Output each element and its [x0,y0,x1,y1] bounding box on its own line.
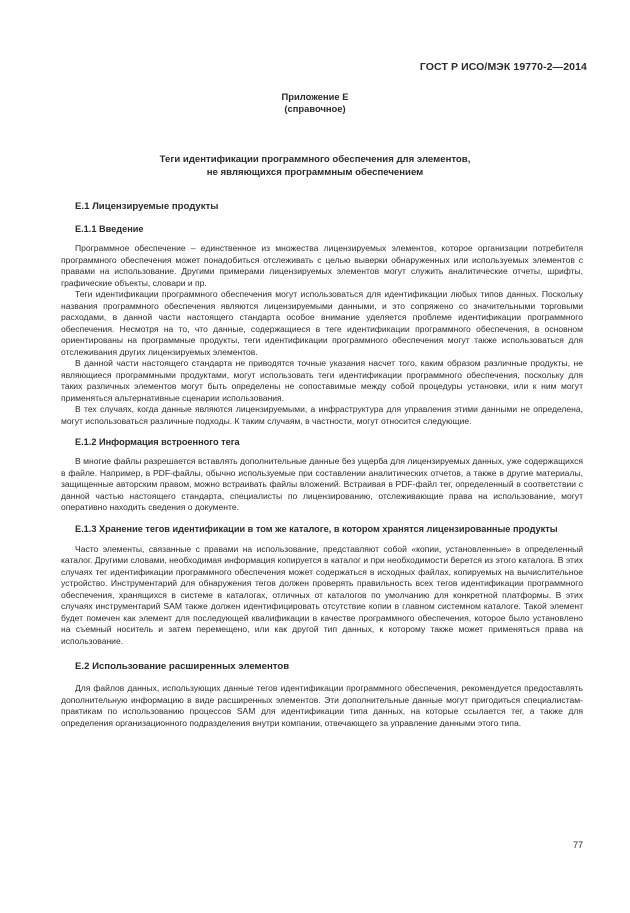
paragraph: Часто элементы, связанные с правами на использование, представляют собой «копии, установленные» в определенный каталог. Другими словами, необходимая информация копируется в каталог и при необходимости берется из этого каталога. В этих случаях тег идентификации программного обеспечения может содержаться в исходных файлах, копируемых на вычислительное устройство. Инструментарий для обнаружения тегов должен проверять правильность всех тегов идентификации программного обеспечения, хранящихся в системе в каталогах, отличных от каталогов по умолчанию для конкретной платформы. В этих случаях инструментарий SAM также должен идентифицировать отсутствие копии в главном системном каталоге. Такой элемент будет помечен как элемент для последующей квалификации в качестве программного обеспечения, которое было установлено на съемный носитель и затем перемещено, или как другой тип данных, к которому также может применяться права на использование. [61,543,583,646]
annex-title-line-2: не являющихся программным обеспечением [206,167,424,178]
section-e2-heading: Е.2 Использование расширенных элементов [75,661,290,672]
paragraph: Для файлов данных, использующих данные тегов идентификации программного обеспечения, рекомендуется предоставлять дополнительную информацию в виде расширенных элементов. Эти дополнительные данные могут пригодиться специалистам-практикам по использованию процессов SAM для идентификации типа данных, на которые ссылается тег, а также для определения организационного подразделения внутри компании, отвечающего за управление данными этого типа. [61,683,583,728]
paragraph: В тех случаях, когда данные являются лицензируемыми, а инфраструктура для управления этими данными не определена, могут использоваться различные подходы. К таким случаям, в частности, могут относится следующие. [61,404,583,426]
section-e1-heading: Е.1 Лицензируемые продукты [75,201,219,212]
annex-title [0,153,630,179]
section-e11-heading: Е.1.1 Введение [75,224,144,234]
paragraph: В данной части настоящего стандарта не приводятся точные указания насчет того, каким образом различные продукты, не являющиеся программными продуктами, могут использовать теги идентификации программного обеспечения, поскольку для таких различных элементов могут быть определены не сопоставимые между собой процедуры установки, или к ним могут применяться альтернативные сценарии использования. [61,358,583,403]
section-e12-heading: Е.1.2 Информация встроенного тега [75,437,240,447]
standard-designation: ГОСТ Р ИСО/МЭК 19770-2—2014 [419,61,587,73]
annex-label: Приложение Е [281,91,349,102]
annex-heading [0,91,630,115]
annex-title-line-1: Теги идентификации программного обеспечения для элементов, [159,154,471,165]
paragraph: В многие файлы разрешается вставлять дополнительные данные без ущерба для лицензируемых данных, уже содержащихся в файле. Например, в PDF-файлы, обычно используемые при составлении аналитических отчетов, а также в другие материалы, защищенные авторским правом, можно встраивать файлы вложений. Встраивая в PDF-файл тег, определенный в соответствии с данной частью настоящего стандарта, специалисты по лицензированию, отслеживающие права на использование, могут оперативно находить сведения о документе. [61,456,583,512]
document-body [61,196,583,729]
page-number: 77 [572,840,583,850]
section-e13-heading: Е.1.3 Хранение тегов идентификации в том же каталоге, в котором хранятся лицензированные продукты [75,523,558,534]
paragraph: Программное обеспечение – единственное из множества лицензируемых элементов, которое организации потребителя программного обеспечения может понадобиться отслеживать с целью выверки обнаруженных или используемых элементов с правами на использование. Другими примерами лицензируемых элементов могут служить аналитические отчеты, шрифты, графические объекты, словари и пр. [61,243,583,288]
paragraph: Теги идентификации программного обеспечения могут использоваться для идентификации любых типов данных. Поскольку названия программного обеспечения являются лицензируемыми данными, и это сопряжено со значительными торговыми расходами, в данной части настоящего стандарта особое внимание уделяется проблеме идентификации программного обеспечения. Несмотря на то, что данные, содержащиеся в теге идентификации программного обеспечения, в основном ориентированы на программные продукты, теги идентификации программного обеспечения могут также использоваться для отслеживания других лицензируемых элементов. [61,289,583,357]
annex-type: (справочное) [284,103,346,114]
